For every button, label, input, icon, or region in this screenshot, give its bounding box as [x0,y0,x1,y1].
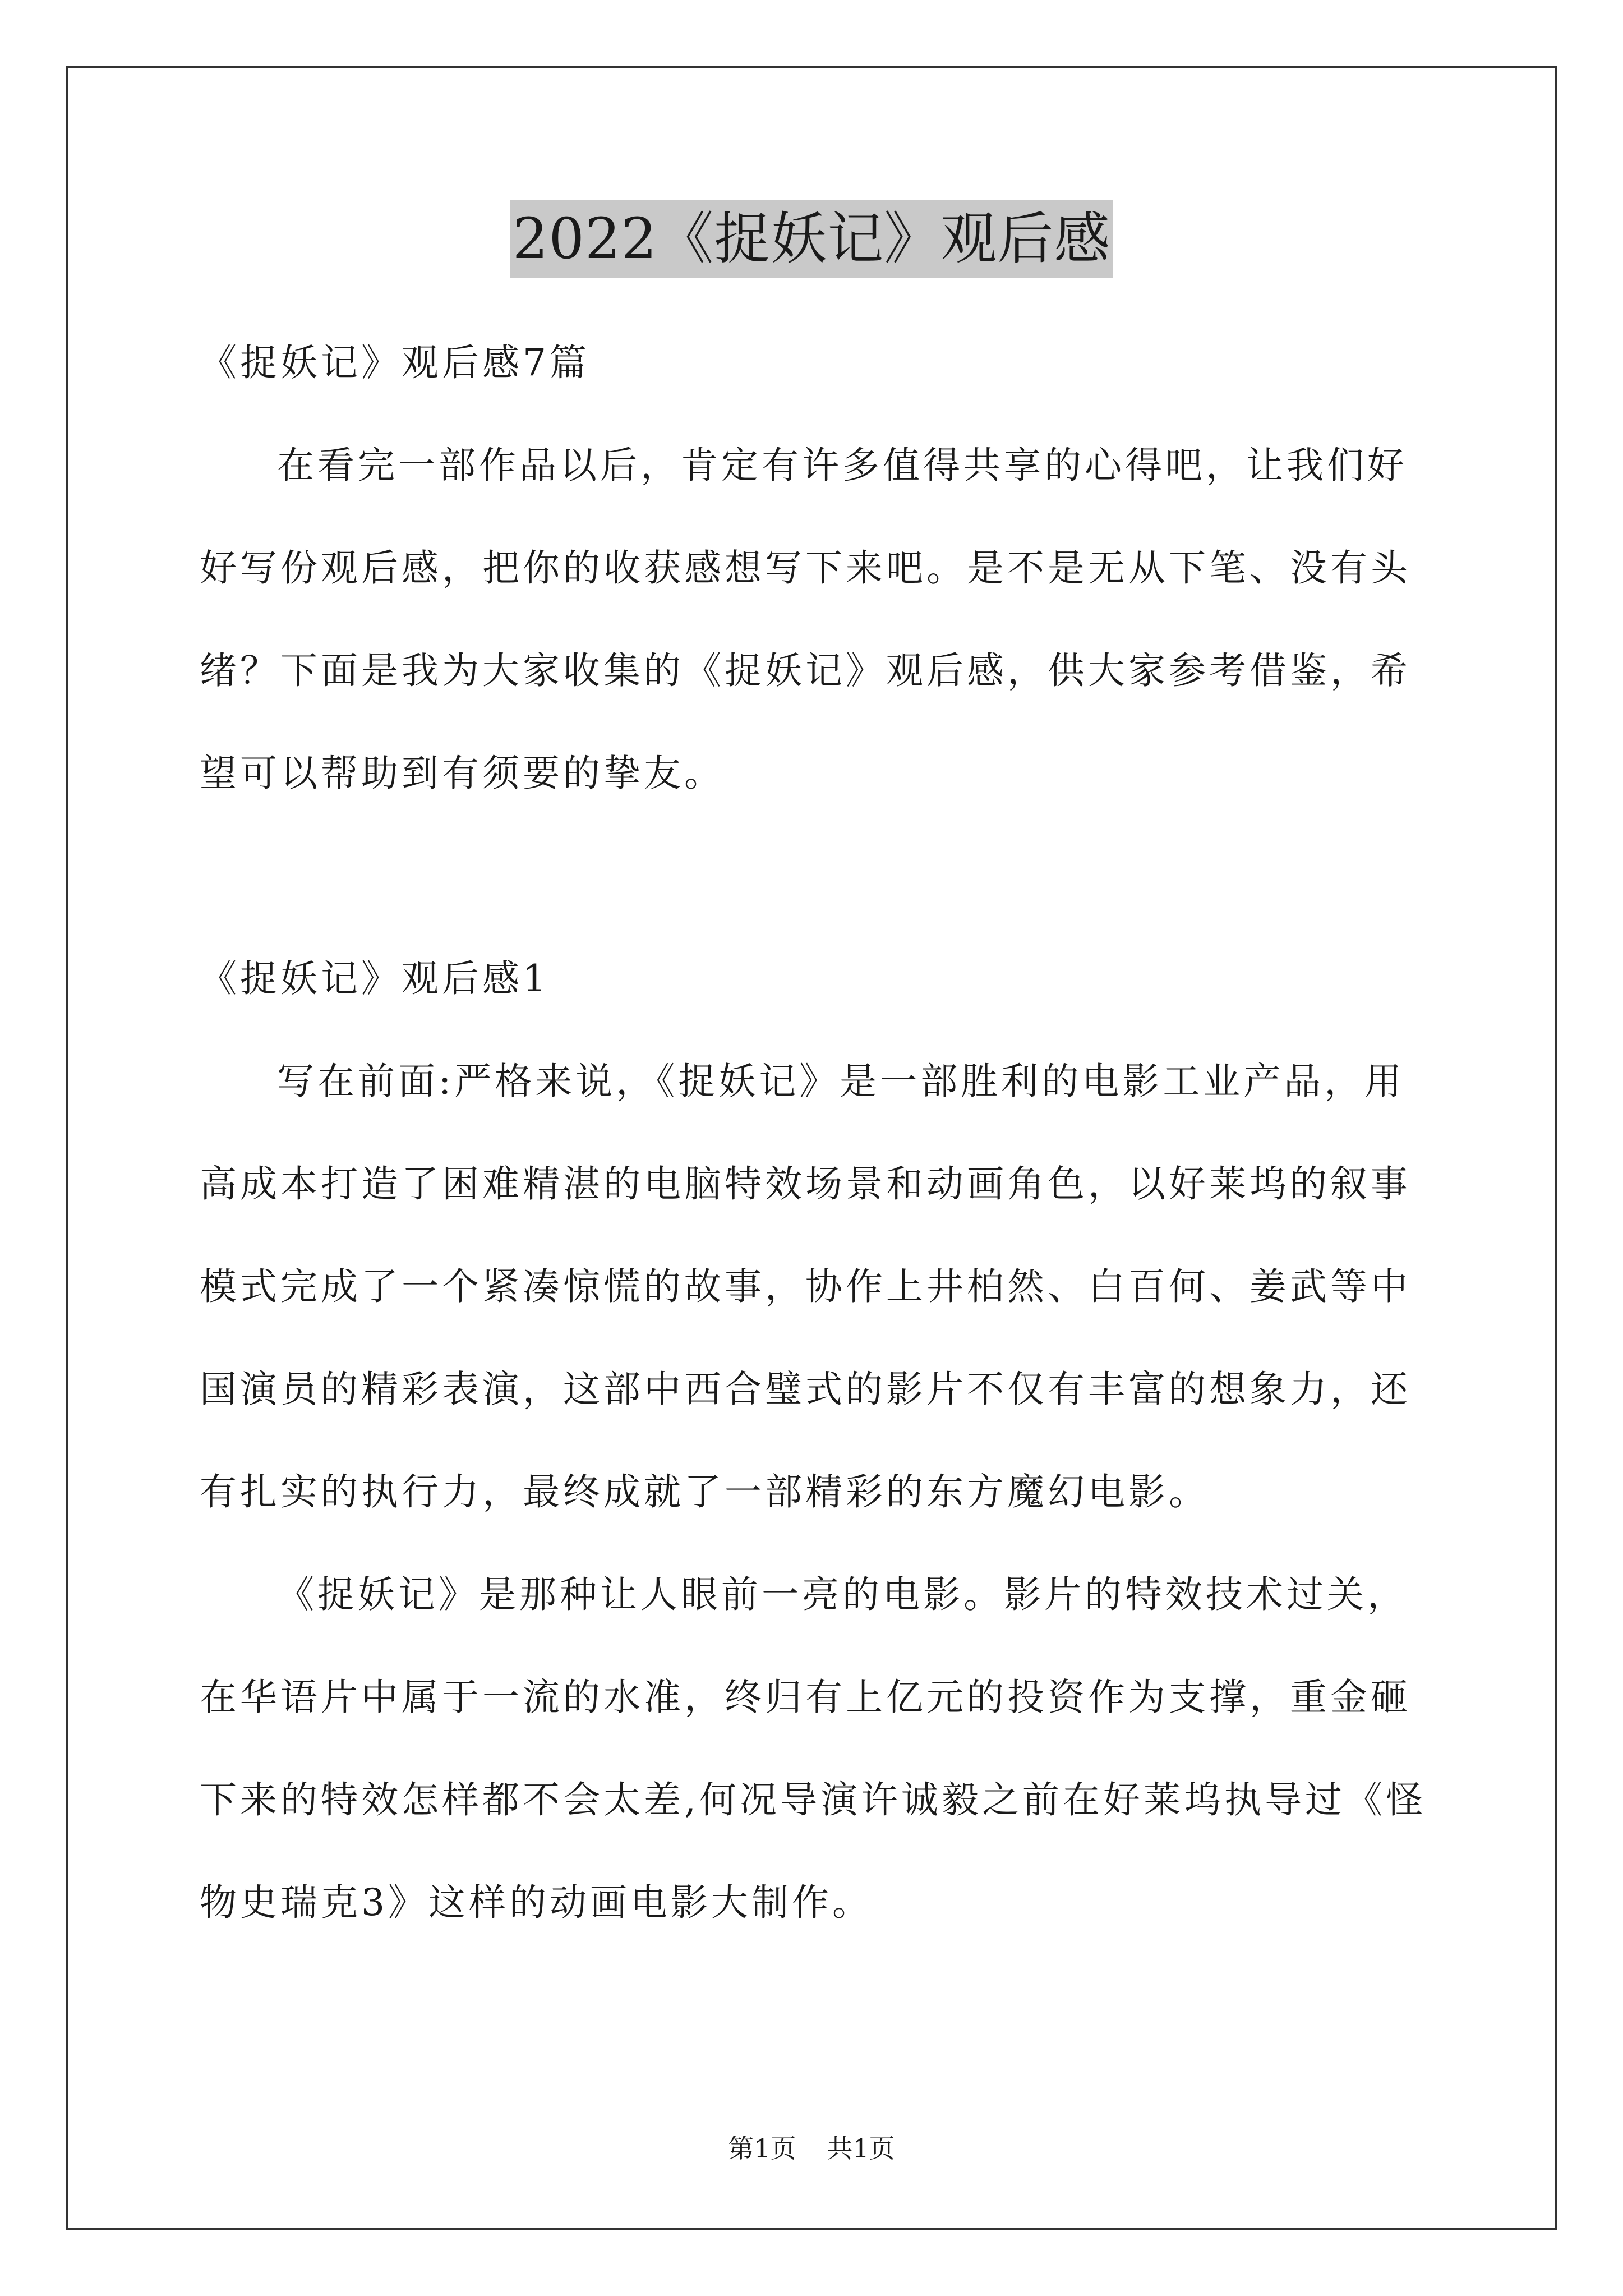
paragraph-2 [200,1543,1428,1954]
document-subtitle: 《捉妖记》观后感7篇 [200,341,590,384]
text-line: 绪？下面是我为大家收集的《捉妖记》观后感，供大家参考借鉴，希 [200,649,1411,692]
text-line: 国演员的精彩表演，这部中西合璧式的影片不仅有丰富的想象力，还 [200,1368,1411,1411]
text-line: 在华语片中属于一流的水准，终归有上亿元的投资作为支撑，重金砸 [200,1676,1411,1719]
text-line: 有扎实的执行力，最终成就了一部精彩的东方魔幻电影。 [200,1470,1209,1513]
document-title: 2022《捉妖记》观后感 [510,200,1113,278]
section-gap [200,825,1428,927]
document-body [200,311,1428,1954]
text-line: 高成本打造了困难精湛的电脑特效场景和动画角色，以好莱坞的叙事 [200,1162,1411,1205]
page-footer [0,2132,1623,2165]
text-line: 写在前面:严格来说，《捉妖记》是一部胜利的电影工业产品，用 [277,1060,1405,1103]
title-container [0,200,1623,278]
paragraph-1 [200,1030,1428,1543]
page-number: 第1页 [728,2133,796,2164]
text-line: 模式完成了一个紧凑惊慌的故事，协作上井柏然、白百何、姜武等中 [200,1265,1411,1308]
text-line: 望可以帮助到有须要的挚友。 [200,752,725,795]
intro-paragraph [200,414,1428,825]
text-line: 好写份观后感，把你的收获感想写下来吧。是不是无从下笔、没有头 [200,546,1411,590]
text-line: 在看完一部作品以后，肯定有许多值得共享的心得吧，让我们好 [277,444,1408,487]
page-total: 共1页 [827,2133,895,2164]
text-line: 下来的特效怎样都不会太差,何况导演许诚毅之前在好莱坞执导过《怪 [200,1778,1426,1821]
section-title: 《捉妖记》观后感1 [200,957,550,1000]
text-line: 《捉妖记》是那种让人眼前一亮的电影。影片的特效技术过关， [277,1573,1408,1616]
text-line: 物史瑞克3》这样的动画电影大制作。 [200,1881,873,1924]
